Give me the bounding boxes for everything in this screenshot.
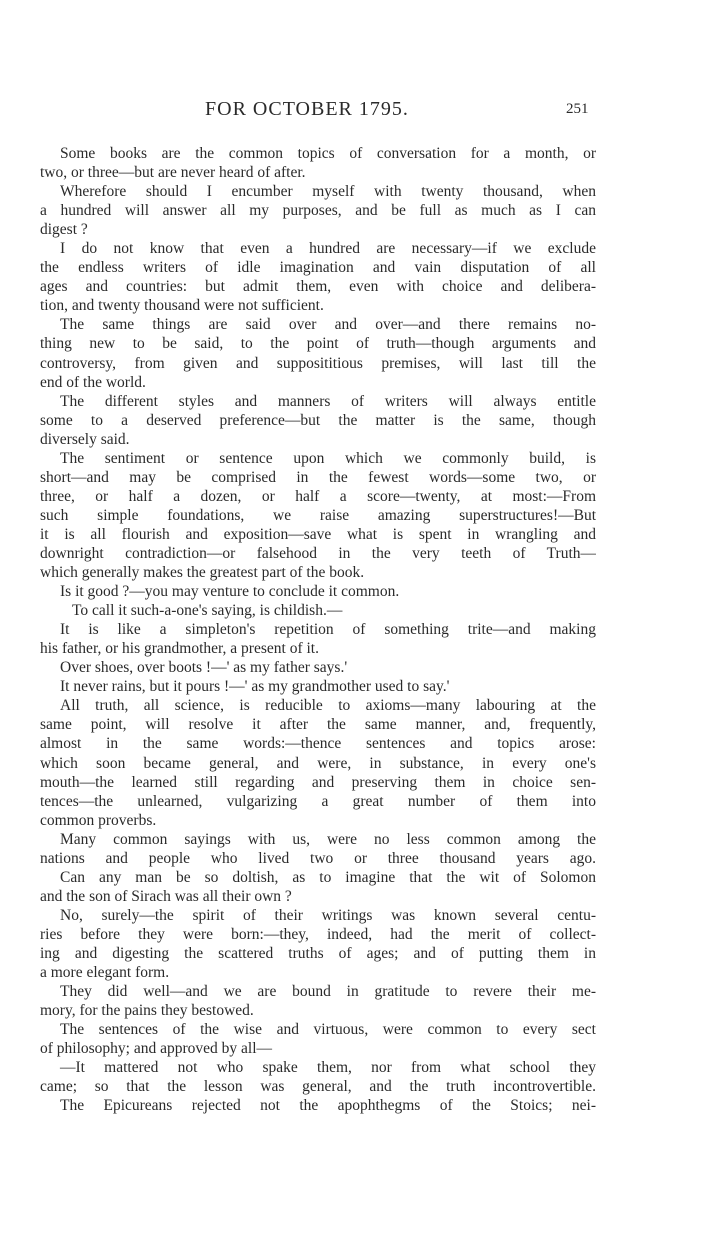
text-line: end of the world. — [40, 373, 146, 391]
text-line: tion, and twenty thousand were not sufficient. — [40, 297, 324, 315]
text-line: common proverbs. — [40, 811, 157, 829]
text-line: the endless writers of idle imagination and vain disputation of all — [40, 259, 596, 277]
text-line: two, or three—but are never heard of after. — [40, 164, 306, 182]
text-line: The sentences of the wise and virtuous, were common to every sect — [60, 1021, 596, 1039]
text-line: —It mattered not who spake them, nor from what school they — [60, 1059, 596, 1077]
text-line: and the son of Sirach was all their own ? — [40, 887, 292, 905]
text-line: it is all flourish and exposition—save what is spent in wrangling and — [40, 525, 596, 543]
text-line: same point, will resolve it after the same manner, and, frequently, — [40, 716, 596, 734]
text-line: a more elegant form. — [40, 964, 170, 982]
text-line: downright contradiction—or falsehood in the very teeth of Truth— — [40, 544, 596, 562]
page-number: 251 — [566, 101, 589, 117]
text-line: such simple foundations, we raise amazing superstructures!—But — [40, 506, 596, 524]
text-line: almost in the same words:—thence sentences and topics arose: — [40, 735, 596, 753]
text-line: Can any man be so doltish, as to imagine that the wit of Solomon — [60, 868, 596, 886]
text-line: ing and digesting the scattered truths of ages; and of putting them in — [40, 944, 596, 962]
text-line: his father, or his grandmother, a present of it. — [40, 640, 319, 658]
text-line: some to a deserved preference—but the matter is the same, though — [40, 411, 596, 429]
text-line: They did well—and we are bound in gratitude to revere their me- — [60, 983, 596, 1001]
text-line: of philosophy; and approved by all— — [40, 1040, 273, 1058]
page-header — [0, 98, 711, 128]
text-line: nations and people who lived two or three thousand years ago. — [40, 849, 596, 867]
text-line: It never rains, but it pours !—' as my grandmother used to say.' — [60, 678, 450, 696]
text-line: digest ? — [40, 221, 88, 239]
text-line: The sentiment or sentence upon which we commonly build, is — [60, 449, 596, 467]
body-text — [40, 144, 596, 1115]
text-line: The same things are said over and over—and there remains no- — [60, 316, 596, 334]
text-line: Over shoes, over boots !—' as my father says.' — [60, 659, 348, 677]
text-line: controversy, from given and supposititious premises, will last till the — [40, 354, 596, 372]
text-line: a hundred will answer all my purposes, and be full as much as I can — [40, 202, 596, 220]
text-line: Some books are the common topics of conversation for a month, or — [60, 145, 596, 162]
text-line: three, or half a dozen, or half a score—twenty, at most:—From — [40, 487, 596, 505]
text-line: Is it good ?—you may venture to conclude it common. — [60, 583, 400, 601]
text-line: I do not know that even a hundred are necessary—if we exclude — [60, 240, 596, 258]
text-line: which soon became general, and were, in substance, in every one's — [40, 754, 596, 772]
text-line: thing new to be said, to the point of truth—though arguments and — [40, 335, 596, 353]
text-line: Wherefore should I encumber myself with twenty thousand, when — [60, 183, 596, 201]
text-line: It is like a simpleton's repetition of something trite—and making — [60, 621, 596, 639]
text-line: The different styles and manners of writers will always entitle — [60, 392, 596, 410]
running-title: FOR OCTOBER 1795. — [205, 98, 409, 120]
text-line: which generally makes the greatest part of the book. — [40, 564, 365, 582]
text-line: Many common sayings with us, were no less common among the — [60, 830, 596, 848]
text-line: No, surely—the spirit of their writings was known several centu- — [60, 906, 596, 924]
text-line: came; so that the lesson was general, and the truth incontrovertible. — [40, 1078, 596, 1096]
text-line: All truth, all science, is reducible to axioms—many labouring at the — [60, 697, 596, 715]
text-line: ries before they were born:—they, indeed, had the merit of collect- — [40, 925, 596, 943]
text-line: ages and countries: but admit them, even with choice and delibera- — [40, 278, 596, 296]
text-line: The Epicureans rejected not the apophthegms of the Stoics; nei- — [60, 1097, 596, 1115]
text-line: diversely said. — [40, 430, 130, 448]
text-line: mory, for the pains they bestowed. — [40, 1002, 254, 1020]
text-line: To call it such-a-one's saying, is childish.— — [72, 602, 343, 620]
text-line: mouth—the learned still regarding and preserving them in choice sen- — [40, 773, 596, 791]
text-line: short—and may be comprised in the fewest words—some two, or — [40, 468, 596, 486]
text-line: tences—the unlearned, vulgarizing a great number of them into — [40, 792, 596, 810]
